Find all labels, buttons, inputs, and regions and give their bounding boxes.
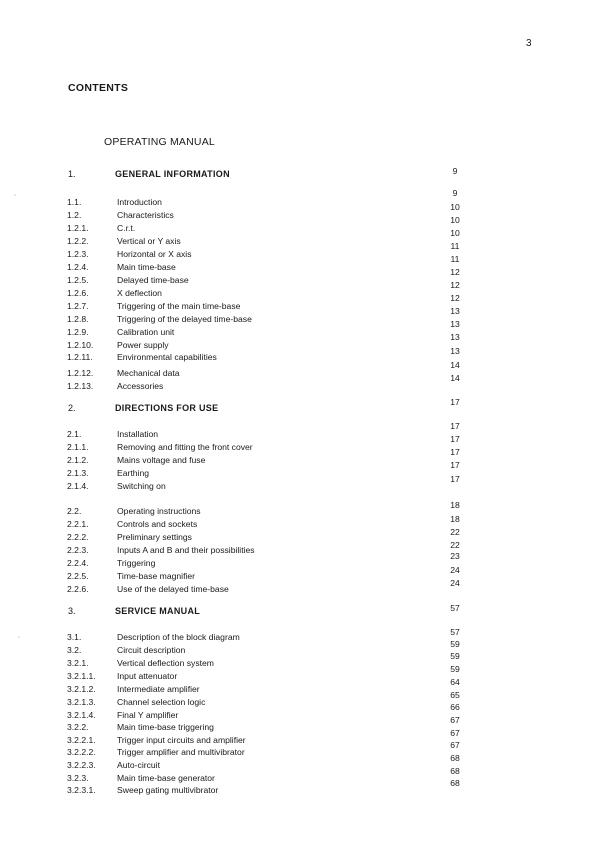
toc-item-page: 59 xyxy=(450,651,460,661)
toc-item-number: 1.2. xyxy=(67,210,82,220)
toc-item-title: Main time-base triggering xyxy=(117,722,214,732)
toc-item-title: Installation xyxy=(117,429,159,439)
toc-item-title: Time-base magnifier xyxy=(117,571,196,581)
toc-item-title: Sweep gating multivibrator xyxy=(117,785,219,795)
toc-item-title: Description of the block diagram xyxy=(117,632,240,642)
toc-item-number: 2.2. xyxy=(67,506,82,516)
toc-item-number: 1.2.6. xyxy=(67,288,89,298)
toc-item-title: Channel selection logic xyxy=(117,697,206,707)
toc-item-page: 68 xyxy=(450,753,460,763)
toc-item-number: 3.2.1.2. xyxy=(67,684,96,694)
toc-item-title: Triggering of the delayed time-base xyxy=(117,314,252,324)
toc-item-title: Input attenuator xyxy=(117,671,178,681)
toc-item-page: 57 xyxy=(450,627,460,637)
toc-item-page: 18 xyxy=(450,500,460,510)
toc-item-page: 66 xyxy=(450,702,460,712)
toc-item-title: Use of the delayed time-base xyxy=(117,584,229,594)
toc-item-number: 3.1. xyxy=(67,632,82,642)
toc-item-number: 3.2.1. xyxy=(67,658,89,668)
toc-item-number: 3.2.2.2. xyxy=(67,747,96,757)
toc-item-number: 2.2.6. xyxy=(67,584,89,594)
toc-item-page: 10 xyxy=(450,215,460,225)
page-number: 3 xyxy=(526,38,532,49)
toc-item-title: Auto-circuit xyxy=(117,760,160,770)
toc-item-title: Main time-base xyxy=(117,262,176,272)
toc-item-page: 67 xyxy=(450,728,460,738)
scan-mark: ⸱ xyxy=(18,633,21,642)
toc-item-number: 3.2.2.3. xyxy=(67,760,96,770)
toc-item-number: 2.2.5. xyxy=(67,571,89,581)
toc-item-page: 65 xyxy=(450,690,460,700)
toc-item-title: Calibration unit xyxy=(117,327,175,337)
section-number: 3. xyxy=(68,606,76,616)
toc-item-number: 2.2.4. xyxy=(67,558,89,568)
toc-item-page: 17 xyxy=(450,460,460,470)
toc-item-title: Trigger amplifier and multivibrator xyxy=(117,747,245,757)
toc-item-page: 11 xyxy=(450,241,460,251)
toc-item-title: Characteristics xyxy=(117,210,174,220)
toc-item-title: Removing and fitting the front cover xyxy=(117,442,253,452)
toc-item-number: 1.2.2. xyxy=(67,236,89,246)
toc-item-title: Mains voltage and fuse xyxy=(117,455,206,465)
toc-item-number: 3.2.2.1. xyxy=(67,735,96,745)
toc-item-number: 1.2.10. xyxy=(67,340,94,350)
toc-item-number: 1.2.4. xyxy=(67,262,89,272)
toc-item-page: 67 xyxy=(450,740,460,750)
toc-item-page: 23 xyxy=(450,551,460,561)
toc-item-title: Switching on xyxy=(117,481,166,491)
toc-item-page: 14 xyxy=(450,373,460,383)
toc-item-number: 1.2.3. xyxy=(67,249,89,259)
toc-item-title: Operating instructions xyxy=(117,506,201,516)
toc-item-title: Introduction xyxy=(117,197,162,207)
scan-mark: ⸱ xyxy=(14,191,17,200)
section-title: SERVICE MANUAL xyxy=(115,606,201,616)
toc-item-number: 2.1.2. xyxy=(67,455,89,465)
section-title: GENERAL INFORMATION xyxy=(115,169,230,179)
toc-item-page: 14 xyxy=(450,360,460,370)
toc-item-number: 1.1. xyxy=(67,197,82,207)
section-number: 1. xyxy=(68,169,76,179)
toc-item-page: 10 xyxy=(450,202,460,212)
section-number: 2. xyxy=(68,403,76,413)
toc-item-title: Triggering xyxy=(117,558,156,568)
toc-item-page: 10 xyxy=(450,228,460,238)
toc-item-title: Controls and sockets xyxy=(117,519,198,529)
toc-item-number: 2.2.3. xyxy=(67,545,89,555)
toc-item-number: 3.2.1.1. xyxy=(67,671,96,681)
toc-item-page: 59 xyxy=(450,639,460,649)
toc-item-title: Vertical or Y axis xyxy=(117,236,181,246)
toc-item-page: 17 xyxy=(450,434,460,444)
toc-item-number: 2.1. xyxy=(67,429,82,439)
toc-item-page: 68 xyxy=(450,778,460,788)
toc-item-page: 13 xyxy=(450,332,460,342)
toc-item-page: 13 xyxy=(450,319,460,329)
toc-item-number: 1.2.8. xyxy=(67,314,89,324)
toc-item-title: Vertical deflection system xyxy=(117,658,214,668)
toc-item-page: 12 xyxy=(450,267,460,277)
toc-item-title: X deflection xyxy=(117,288,162,298)
toc-item-page: 13 xyxy=(450,346,460,356)
toc-item-title: Accessories xyxy=(117,381,164,391)
toc-item-number: 1.2.1. xyxy=(67,223,89,233)
toc-item-title: Triggering of the main time-base xyxy=(117,301,241,311)
toc-item-page: 64 xyxy=(450,677,460,687)
toc-item-number: 1.2.5. xyxy=(67,275,89,285)
toc-item-number: 3.2.3. xyxy=(67,773,89,783)
toc-item-page: 12 xyxy=(450,280,460,290)
section-page: 17 xyxy=(450,397,460,407)
toc-item-title: C.r.t. xyxy=(117,223,136,233)
toc-item-title: Delayed time-base xyxy=(117,275,189,285)
toc-item-title: Main time-base generator xyxy=(117,773,215,783)
toc-item-number: 1.2.12. xyxy=(67,368,94,378)
toc-item-number: 3.2. xyxy=(67,645,82,655)
toc-item-title: Intermediate amplifier xyxy=(117,684,200,694)
toc-item-number: 1.2.7. xyxy=(67,301,89,311)
toc-item-title: Circuit description xyxy=(117,645,186,655)
toc-item-title: Mechanical data xyxy=(117,368,180,378)
toc-item-page: 68 xyxy=(450,766,460,776)
toc-item-page: 24 xyxy=(450,565,460,575)
toc-item-page: 11 xyxy=(450,254,460,264)
toc-item-page: 13 xyxy=(450,306,460,316)
toc-item-number: 3.2.1.3. xyxy=(67,697,96,707)
toc-item-number: 3.2.2. xyxy=(67,722,89,732)
toc-item-title: Environmental capabilities xyxy=(117,352,217,362)
toc-item-number: 2.1.4. xyxy=(67,481,89,491)
section-page: 9 xyxy=(452,166,458,176)
contents-title: CONTENTS xyxy=(68,82,129,94)
toc-item-page: 22 xyxy=(450,527,460,537)
toc-item-title: Preliminary settings xyxy=(117,532,192,542)
toc-item-page: 12 xyxy=(450,293,460,303)
toc-item-number: 2.2.2. xyxy=(67,532,89,542)
section-page: 57 xyxy=(450,603,460,613)
toc-item-number: 2.1.3. xyxy=(67,468,89,478)
toc-item-page: 17 xyxy=(450,447,460,457)
toc-item-title: Horizontal or X axis xyxy=(117,249,192,259)
toc-item-page: 24 xyxy=(450,578,460,588)
toc-item-number: 2.1.1. xyxy=(67,442,89,452)
toc-item-page: 17 xyxy=(450,421,460,431)
toc-item-page: 59 xyxy=(450,664,460,674)
toc-item-number: 1.2.11. xyxy=(67,352,93,362)
toc-item-title: Trigger input circuits and amplifier xyxy=(117,735,246,745)
toc-item-page: 18 xyxy=(450,514,460,524)
toc-item-page: 9 xyxy=(452,188,458,198)
toc-item-page: 17 xyxy=(450,474,460,484)
toc-item-number: 1.2.9. xyxy=(67,327,89,337)
toc-item-number: 3.2.1.4. xyxy=(67,710,96,720)
toc-item-number: 3.2.3.1. xyxy=(67,785,96,795)
toc-item-title: Power supply xyxy=(117,340,169,350)
toc-item-title: Earthing xyxy=(117,468,150,478)
toc-item-page: 22 xyxy=(450,540,460,550)
manual-title: OPERATING MANUAL xyxy=(104,136,215,148)
toc-item-page: 67 xyxy=(450,715,460,725)
toc-item-title: Inputs A and B and their possibilities xyxy=(117,545,255,555)
section-title: DIRECTIONS FOR USE xyxy=(115,403,219,413)
toc-item-number: 2.2.1. xyxy=(67,519,89,529)
toc-item-number: 1.2.13. xyxy=(67,381,94,391)
toc-item-title: Final Y amplifier xyxy=(117,710,179,720)
